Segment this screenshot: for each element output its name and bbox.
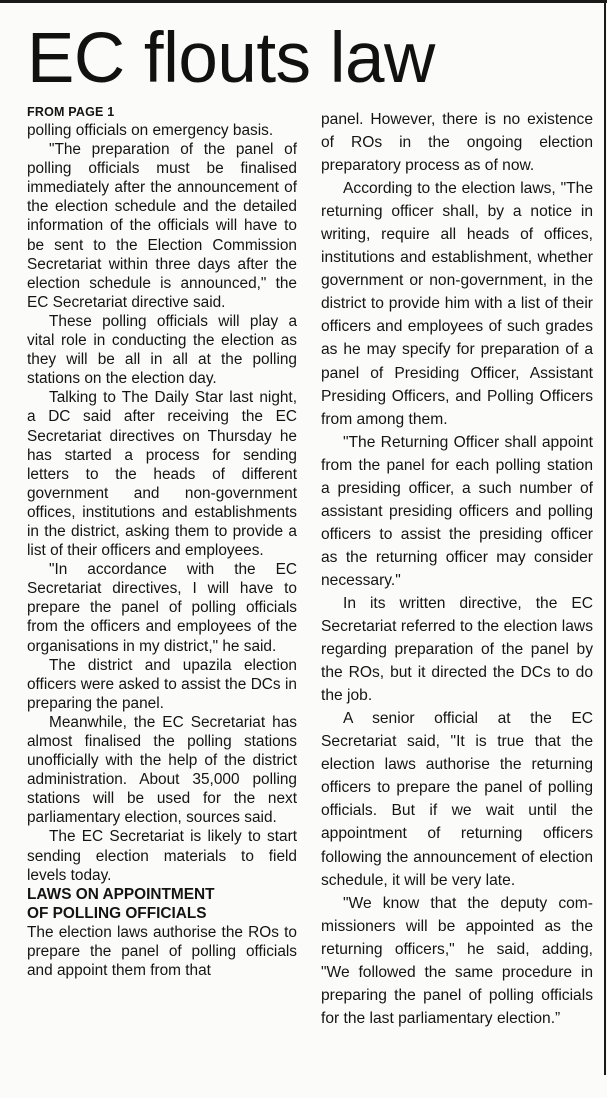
paragraph: "The Returning Officer shall appoint from the panel for each polling station a presiding officer, a such number of assistant presiding officers and polling officers to assist the presiding officer as the returning officer may consider necessary."	[321, 433, 593, 589]
kicker-from-page: FROM PAGE 1	[27, 105, 115, 119]
paragraph: The district and upazila election officers were asked to assist the DCs in preparing the panel.	[27, 656, 297, 712]
paragraph: These polling officials will play a vital role in conducting the election as they will be all in all at the polling stations on the election day.	[27, 312, 297, 388]
subhead	[27, 885, 297, 923]
paragraph: polling officials on emergency basis.	[27, 122, 274, 139]
paragraph: The election laws authorise the ROs to prepare the panel of polling officials and appoint them from that	[27, 923, 297, 979]
paragraph: "We know that the deputy commissioners will be appointed as the returning officers," he said, adding, "We followed the same procedure in preparing the panel of polling officials for the last parliamentary election.”	[321, 894, 593, 1027]
paragraph: "In accordance with the EC Secretariat directives, I will have to prepare the panel of polling officials from the officers and employees of the organisations in my district," he said.	[27, 561, 297, 655]
paragraph: The EC Secretariat is likely to start sending election materials to field levels today.	[27, 828, 297, 884]
paragraph: panel. However, there is no existence of ROs in the ongoing election preparatory process as of now.	[321, 111, 593, 175]
paragraph: "The preparation of the panel of polling officials must be finalised immediately after the announcement of the election schedule and the detailed information of the officials will have to be sent to the Election Commission Secretariat within three days after the election schedule is announced," the EC Secretariat directive said.	[27, 141, 297, 311]
subhead-line: LAWS ON APPOINTMENT	[27, 885, 215, 903]
article-column-right	[321, 108, 593, 1030]
paragraph: In its written directive, the EC Secretariat referred to the election laws regarding preparation of the panel by the ROs, but it directed the DCs to do the job.	[321, 594, 593, 705]
article-column-left	[27, 104, 297, 980]
top-rule	[0, 0, 607, 3]
paragraph: Talking to The Daily Star last night, a DC said after receiving the EC Secretariat directives on Thursday he has started a process for sending letters to the heads of different government and non-government offices, institutions and establishments in the district, asking them to provide a list of their officers and employees.	[27, 389, 297, 560]
paragraph: A senior official at the EC Secretariat said, "It is true that the election laws authorise the returning officers to prepare the panel of polling officials. But if we wait until the appointment of returning officers following the announcement of election schedule, it will be very late.	[321, 710, 593, 889]
column-rule-right	[604, 0, 606, 1075]
headline: EC flouts law	[27, 19, 435, 98]
paragraph: According to the election laws, "The returning officer shall, by a notice in writing, require all heads of offices, institutions and establishment, whether government or non-government, in the district to provide him with a list of their officers and employees of such grades as he may specify for preparation of a panel of Presiding Officer, Assistant Presiding Officers, and Polling Officers from among them.	[321, 180, 593, 428]
subhead-line: OF POLLING OFFICIALS	[27, 904, 207, 922]
paragraph: Meanwhile, the EC Secretariat has almost finalised the polling stations unofficially with the help of the district administration. About 35,000 polling stations will be used for the next parliamentary election, sources said.	[27, 713, 297, 827]
